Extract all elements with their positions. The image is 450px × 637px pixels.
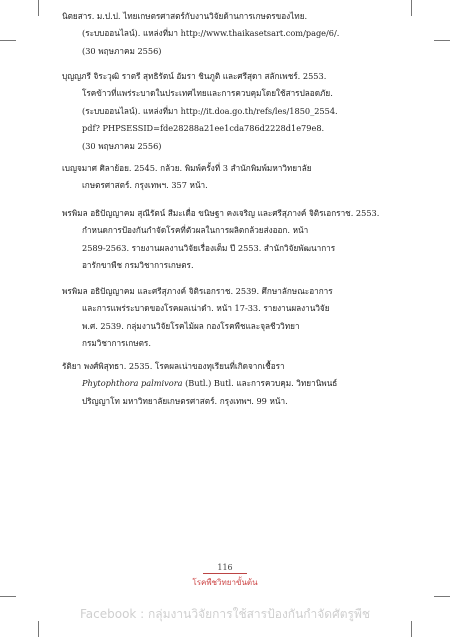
reference-line: พรพิมล อธิปัญญาคม และศรีสุภางค์ จิติรเอกราช. 2539. ศึกษาลักษณะอาการ	[62, 286, 333, 296]
reference-line: pdf? PHPSESSID=fde28288a21ee1cda786d2228d1e79e8.	[82, 123, 325, 134]
footer-label: โรคพืชวิทยาขั้นต้น	[192, 578, 258, 587]
crop-mark	[411, 0, 412, 16]
crop-mark	[0, 40, 16, 41]
reference-line: (ระบบออนไลน์). แหล่งที่มา http://www.thaikasetsart.com/page/6/.	[82, 28, 340, 39]
page-number: 116	[217, 563, 233, 572]
reference-line: บุญญภรี จิระวุฒิ ราตรี สุทธิรัตน์ อัมรา ชินภูติ และศรีสุดา สลักเพชร์. 2553.	[62, 71, 327, 81]
reference-line: (ระบบออนไลน์). แหล่งที่มา http://it.doa.go.th/refs/les/1850_2554.	[82, 105, 338, 116]
reference-line: รัติยา พงศ์พิสุทธา. 2535. โรคผลเน่าของทุเรียนที่เกิดจากเชื้อรา	[62, 361, 285, 371]
reference-entry	[62, 205, 392, 275]
reference-line: (30 พฤษภาคม 2556)	[82, 140, 162, 151]
crop-mark	[38, 0, 39, 16]
reference-entry	[62, 68, 392, 155]
reference-line: พ.ศ. 2539. กลุ่มงานวิจัยโรคไม้ผล กองโรคพืชและจุลชีววิทยา	[82, 320, 300, 331]
reference-line: เบญจมาศ ศิลาย้อย. 2545. กล้วย. พิมพ์ครั้งที่ 3 สำนักพิมพ์มหาวิทยาลัย	[62, 163, 312, 173]
reference-entry	[62, 283, 392, 353]
crop-mark	[434, 40, 450, 41]
reference-line: กรมวิชาการเกษตร.	[82, 338, 151, 349]
reference-line: อารักขาพืช กรมวิชาการเกษตร.	[82, 260, 194, 271]
reference-line: พรพิมล อธิปัญญาคม สุณีรัตน์ สีมะเดื่อ ขนิษฐา คงเจริญ และศรีสุภางค์ จิติรเอกราช. 2553.	[62, 208, 380, 218]
reference-entry	[62, 8, 392, 60]
reference-line: (30 พฤษภาคม 2556)	[82, 45, 162, 56]
reference-line: โรคข้าวที่แพร่ระบาดในประเทศไทยและการควบคุมโดยใช้สารปลอดภัย.	[82, 88, 333, 99]
reference-line: Phytophthora palmivora (Butl.) Butl. และการควบคุม. วิทยานิพนธ์	[82, 378, 338, 389]
reference-line: กำหนดการป้องกันกำจัดโรคที่ตัวผลในการผลิตกล้วยส่งออก. หน้า	[82, 225, 309, 236]
crop-mark	[0, 596, 16, 597]
reference-entry	[62, 160, 392, 195]
reference-line: 2589-2563. รายงานผลงานวิจัยเรื่องเต็ม ปี 2553. สำนักวิจัยพัฒนาการ	[82, 242, 336, 253]
reference-line: ปริญญาโท มหาวิทยาลัยเกษตรศาสตร์. กรุงเทพฯ. 99 หน้า.	[82, 395, 288, 406]
reference-line: นิตยสาร. ม.ป.ป. ไทยเกษตรศาสตร์กับงานวิจัยด้านการเกษตรของไทย.	[62, 11, 308, 21]
reference-line: และการแพร่ระบาดของโรคผลเน่าดำ. หน้า 17-33. รายงานผลงานวิจัย	[82, 303, 330, 314]
reference-entry	[62, 358, 392, 410]
reference-line: เกษตรศาสตร์. กรุงเทพฯ. 357 หน้า.	[82, 180, 208, 191]
crop-mark	[434, 596, 450, 597]
footer-divider	[203, 573, 247, 574]
facebook-watermark: Facebook : กลุ่มงานวิจัยการใช้สารป้องกันกำจัดศัตรูพืช	[79, 607, 371, 621]
